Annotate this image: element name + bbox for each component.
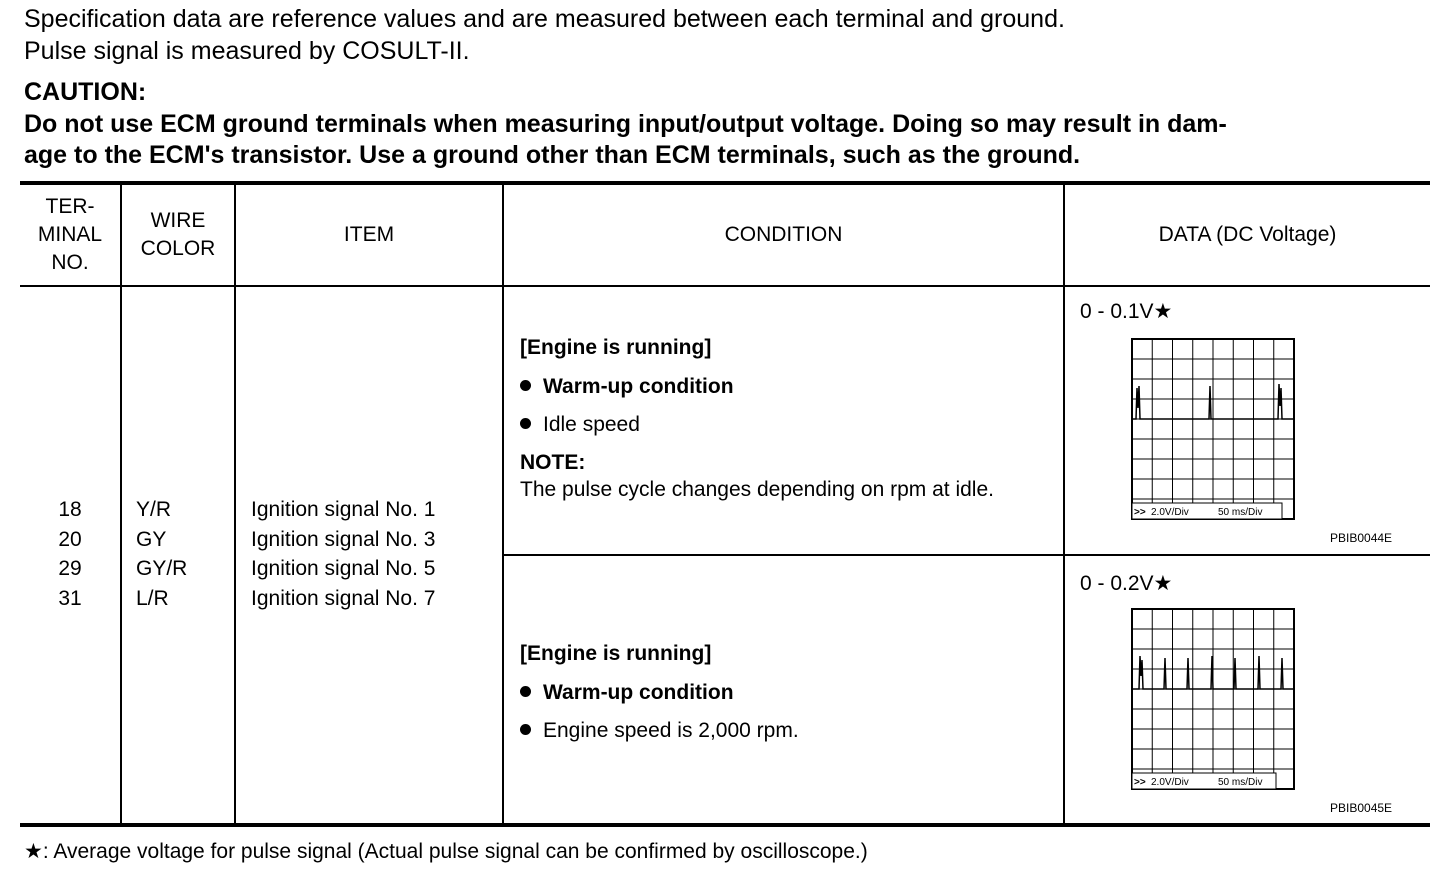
voltage-value-2000rpm: 0 - 0.2V★	[1080, 572, 1173, 595]
condition-bullet: Warm-up condition	[543, 374, 734, 398]
oscilloscope-idle	[1131, 338, 1297, 525]
wire-color: L/R	[136, 586, 169, 610]
scope-arrows-icon: >>	[1134, 777, 1146, 788]
caution-text-line1: Do not use ECM ground terminals when measuring input/output voltage. Doing so may result in dam-	[24, 110, 1227, 138]
condition-bullet: Warm-up condition	[543, 680, 734, 704]
condition-bullet: Idle speed	[543, 413, 640, 436]
star-icon: ★	[1153, 572, 1173, 595]
item-name: Ignition signal No. 7	[251, 586, 436, 610]
header-condition: CONDITION	[724, 223, 843, 246]
engine-state: [Engine is running]	[520, 642, 712, 665]
item-name: Ignition signal No. 5	[251, 557, 436, 580]
pulse-note: Pulse signal is measured by COSULT-II.	[24, 37, 470, 65]
caution-label: CAUTION:	[24, 78, 147, 106]
figure-code: PBIB0044E	[1330, 531, 1393, 545]
note-text: The pulse cycle changes depending on rpm at idle.	[520, 477, 994, 501]
header-wire-color: WIRE COLOR	[140, 209, 216, 260]
figure-code: PBIB0045E	[1330, 801, 1393, 815]
footnote	[24, 839, 868, 864]
terminal-column	[20, 495, 120, 613]
star-icon: ★	[1153, 300, 1173, 323]
engine-state: [Engine is running]	[520, 336, 712, 359]
wire-color-column	[136, 495, 187, 613]
item-column	[251, 495, 435, 613]
scope-arrows-icon: >>	[1134, 507, 1146, 518]
header-divider	[20, 285, 1430, 287]
scope-time-scale: 50 ms/Div	[1218, 777, 1263, 788]
header-data: DATA (DC Voltage)	[1158, 223, 1337, 246]
item-name: Ignition signal No. 3	[251, 527, 436, 551]
item-name: Ignition signal No. 1	[251, 498, 436, 521]
footnote-text: : Average voltage for pulse signal (Actual pulse signal can be confirmed by oscilloscope.)	[42, 840, 868, 863]
terminal-no: 29	[58, 557, 82, 580]
scope-voltage-scale: 2.0V/Div	[1151, 507, 1189, 518]
scope-voltage-scale: 2.0V/Div	[1151, 777, 1189, 788]
condition-2000rpm	[520, 635, 1060, 751]
note-label: NOTE:	[520, 450, 586, 474]
spec-note: Specification data are reference values and are measured between each terminal and ground.	[24, 5, 1065, 33]
caution-text-line2: age to the ECM's transistor. Use a ground other than ECM terminals, such as the ground.	[24, 141, 1081, 169]
bullet-icon	[520, 686, 531, 697]
wire-color: GY	[136, 527, 167, 551]
bullet-icon	[520, 380, 531, 391]
terminal-data-table	[20, 181, 1430, 827]
header-item: ITEM	[343, 223, 395, 246]
terminal-no: 31	[58, 586, 82, 610]
star-icon: ★	[24, 840, 43, 863]
condition-bullet: Engine speed is 2,000 rpm.	[543, 719, 799, 742]
header-terminal-no: TER- MINAL NO.	[37, 195, 103, 274]
wire-color: Y/R	[136, 498, 172, 521]
row-divider	[504, 554, 1430, 556]
oscilloscope-2000rpm	[1131, 608, 1297, 795]
condition-idle	[520, 329, 1060, 505]
bullet-icon	[520, 418, 531, 429]
bullet-icon	[520, 724, 531, 735]
wire-color: GY/R	[136, 557, 188, 580]
scope-time-scale: 50 ms/Div	[1218, 507, 1263, 518]
voltage-value-idle: 0 - 0.1V★	[1080, 300, 1173, 323]
terminal-no: 20	[58, 527, 82, 551]
terminal-no: 18	[58, 498, 82, 521]
